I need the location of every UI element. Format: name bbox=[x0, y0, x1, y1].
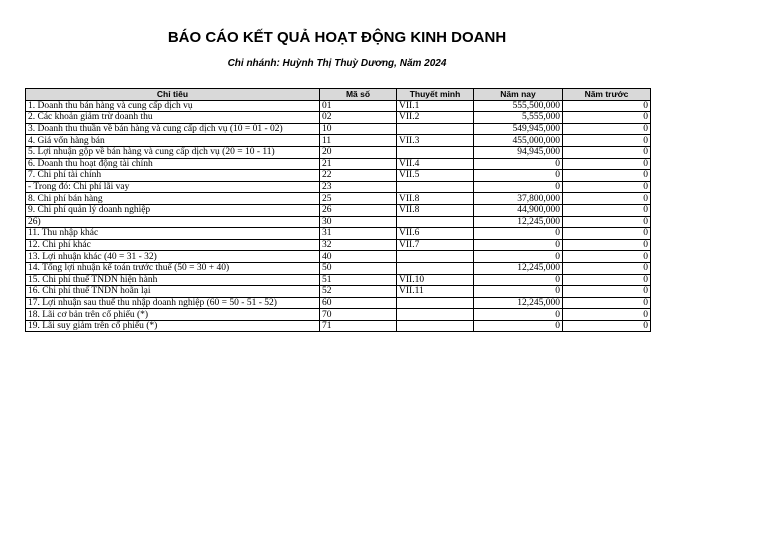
cell-code: 50 bbox=[320, 262, 397, 274]
cell-note: VII.5 bbox=[397, 170, 474, 182]
table-row bbox=[26, 274, 651, 286]
cell-current-year: 0 bbox=[474, 158, 563, 170]
table-row bbox=[26, 297, 651, 309]
cell-current-year: 37,800,000 bbox=[474, 193, 563, 205]
cell-item: 11. Thu nhập khác bbox=[26, 228, 320, 240]
table-row bbox=[26, 146, 651, 158]
cell-note bbox=[397, 146, 474, 158]
cell-previous-year: 0 bbox=[563, 158, 651, 170]
cell-current-year: 0 bbox=[474, 228, 563, 240]
cell-current-year: 0 bbox=[474, 239, 563, 251]
cell-note: VII.2 bbox=[397, 112, 474, 124]
cell-previous-year: 0 bbox=[563, 146, 651, 158]
cell-code: 40 bbox=[320, 251, 397, 263]
cell-current-year: 555,500,000 bbox=[474, 100, 563, 112]
cell-item: 18. Lãi cơ bản trên cổ phiếu (*) bbox=[26, 309, 320, 321]
header-code: Mã số bbox=[320, 89, 397, 101]
cell-code: 31 bbox=[320, 228, 397, 240]
cell-previous-year: 0 bbox=[563, 228, 651, 240]
table-row bbox=[26, 112, 651, 124]
cell-previous-year: 0 bbox=[563, 239, 651, 251]
table-body bbox=[26, 100, 651, 332]
cell-note bbox=[397, 123, 474, 135]
cell-item: 9. Chi phí quản lý doanh nghiệp bbox=[26, 204, 320, 216]
cell-previous-year: 0 bbox=[563, 309, 651, 321]
cell-note: VII.7 bbox=[397, 239, 474, 251]
cell-code: 02 bbox=[320, 112, 397, 124]
cell-code: 22 bbox=[320, 170, 397, 182]
header-current-year: Năm nay bbox=[474, 89, 563, 101]
cell-code: 71 bbox=[320, 320, 397, 332]
cell-note bbox=[397, 181, 474, 193]
report-title: BÁO CÁO KẾT QUẢ HOẠT ĐỘNG KINH DOANH bbox=[167, 29, 507, 46]
cell-previous-year: 0 bbox=[563, 216, 651, 228]
cell-note: VII.3 bbox=[397, 135, 474, 147]
cell-note: VII.11 bbox=[397, 286, 474, 298]
cell-item: 16. Chi phí thuế TNDN hoãn lại bbox=[26, 286, 320, 298]
cell-previous-year: 0 bbox=[563, 193, 651, 205]
cell-current-year: 44,900,000 bbox=[474, 204, 563, 216]
cell-current-year: 0 bbox=[474, 309, 563, 321]
table-row bbox=[26, 193, 651, 205]
cell-code: 30 bbox=[320, 216, 397, 228]
cell-previous-year: 0 bbox=[563, 170, 651, 182]
cell-previous-year: 0 bbox=[563, 112, 651, 124]
cell-item: 26) bbox=[26, 216, 320, 228]
cell-item: 2. Các khoản giảm trừ doanh thu bbox=[26, 112, 320, 124]
cell-item: 7. Chi phí tài chính bbox=[26, 170, 320, 182]
cell-previous-year: 0 bbox=[563, 297, 651, 309]
header-previous-year: Năm trước bbox=[563, 89, 651, 101]
cell-item: 6. Doanh thu hoạt động tài chính bbox=[26, 158, 320, 170]
cell-item: 15. Chi phí thuế TNDN hiện hành bbox=[26, 274, 320, 286]
cell-previous-year: 0 bbox=[563, 262, 651, 274]
cell-code: 23 bbox=[320, 181, 397, 193]
income-statement-table bbox=[25, 88, 651, 332]
table-row bbox=[26, 158, 651, 170]
table-header-row bbox=[26, 89, 651, 101]
table-row bbox=[26, 239, 651, 251]
cell-note: VII.1 bbox=[397, 100, 474, 112]
cell-code: 70 bbox=[320, 309, 397, 321]
cell-current-year: 94,945,000 bbox=[474, 146, 563, 158]
cell-current-year: 0 bbox=[474, 251, 563, 263]
cell-item: 4. Giá vốn hàng bán bbox=[26, 135, 320, 147]
cell-current-year: 0 bbox=[474, 274, 563, 286]
cell-code: 20 bbox=[320, 146, 397, 158]
cell-item: 8. Chi phí bán hàng bbox=[26, 193, 320, 205]
cell-current-year: 549,945,000 bbox=[474, 123, 563, 135]
table-row bbox=[26, 100, 651, 112]
cell-current-year: 0 bbox=[474, 286, 563, 298]
cell-previous-year: 0 bbox=[563, 123, 651, 135]
cell-item: 12. Chi phí khác bbox=[26, 239, 320, 251]
cell-note bbox=[397, 297, 474, 309]
cell-previous-year: 0 bbox=[563, 286, 651, 298]
cell-code: 60 bbox=[320, 297, 397, 309]
cell-note bbox=[397, 309, 474, 321]
cell-item: 3. Doanh thu thuần về bán hàng và cung cấp dịch vụ (10 = 01 - 02) bbox=[26, 123, 320, 135]
cell-previous-year: 0 bbox=[563, 135, 651, 147]
cell-current-year: 12,245,000 bbox=[474, 262, 563, 274]
table-row bbox=[26, 216, 651, 228]
cell-previous-year: 0 bbox=[563, 100, 651, 112]
table-row bbox=[26, 309, 651, 321]
cell-code: 26 bbox=[320, 204, 397, 216]
table-row bbox=[26, 204, 651, 216]
cell-previous-year: 0 bbox=[563, 204, 651, 216]
cell-code: 32 bbox=[320, 239, 397, 251]
cell-item: 19. Lãi suy giảm trên cổ phiếu (*) bbox=[26, 320, 320, 332]
cell-item: 14. Tổng lợi nhuận kế toán trước thuế (50 = 30 + 40) bbox=[26, 262, 320, 274]
cell-item: 5. Lợi nhuận gộp về bán hàng và cung cấp dịch vụ (20 = 10 - 11) bbox=[26, 146, 320, 158]
cell-previous-year: 0 bbox=[563, 274, 651, 286]
cell-item: 17. Lợi nhuận sau thuế thu nhập doanh nghiệp (60 = 50 - 51 - 52) bbox=[26, 297, 320, 309]
cell-current-year: 0 bbox=[474, 181, 563, 193]
cell-note: VII.6 bbox=[397, 228, 474, 240]
cell-current-year: 0 bbox=[474, 170, 563, 182]
report-subtitle: Chi nhánh: Huỳnh Thị Thuỳ Dương, Năm 2024 bbox=[227, 58, 447, 69]
table-row bbox=[26, 170, 651, 182]
cell-code: 01 bbox=[320, 100, 397, 112]
cell-previous-year: 0 bbox=[563, 181, 651, 193]
cell-current-year: 12,245,000 bbox=[474, 297, 563, 309]
cell-item: 1. Doanh thu bán hàng và cung cấp dịch vụ bbox=[26, 100, 320, 112]
cell-previous-year: 0 bbox=[563, 251, 651, 263]
cell-note bbox=[397, 262, 474, 274]
cell-note bbox=[397, 320, 474, 332]
header-item: Chỉ tiêu bbox=[26, 89, 320, 101]
cell-item: 13. Lợi nhuận khác (40 = 31 - 32) bbox=[26, 251, 320, 263]
cell-code: 10 bbox=[320, 123, 397, 135]
table-row bbox=[26, 135, 651, 147]
table-row bbox=[26, 262, 651, 274]
cell-code: 21 bbox=[320, 158, 397, 170]
table-row bbox=[26, 251, 651, 263]
cell-note: VII.8 bbox=[397, 193, 474, 205]
cell-previous-year: 0 bbox=[563, 320, 651, 332]
cell-code: 11 bbox=[320, 135, 397, 147]
cell-code: 51 bbox=[320, 274, 397, 286]
table-row bbox=[26, 286, 651, 298]
table-row bbox=[26, 228, 651, 240]
cell-item: - Trong đó: Chi phí lãi vay bbox=[26, 181, 320, 193]
cell-code: 25 bbox=[320, 193, 397, 205]
cell-note: VII.8 bbox=[397, 204, 474, 216]
cell-note: VII.10 bbox=[397, 274, 474, 286]
table-row bbox=[26, 320, 651, 332]
table-row bbox=[26, 181, 651, 193]
cell-note: VII.4 bbox=[397, 158, 474, 170]
table-row bbox=[26, 123, 651, 135]
cell-current-year: 455,000,000 bbox=[474, 135, 563, 147]
cell-note bbox=[397, 216, 474, 228]
header-note: Thuyết minh bbox=[397, 89, 474, 101]
cell-current-year: 5,555,000 bbox=[474, 112, 563, 124]
cell-current-year: 0 bbox=[474, 320, 563, 332]
cell-note bbox=[397, 251, 474, 263]
cell-current-year: 12,245,000 bbox=[474, 216, 563, 228]
cell-code: 52 bbox=[320, 286, 397, 298]
